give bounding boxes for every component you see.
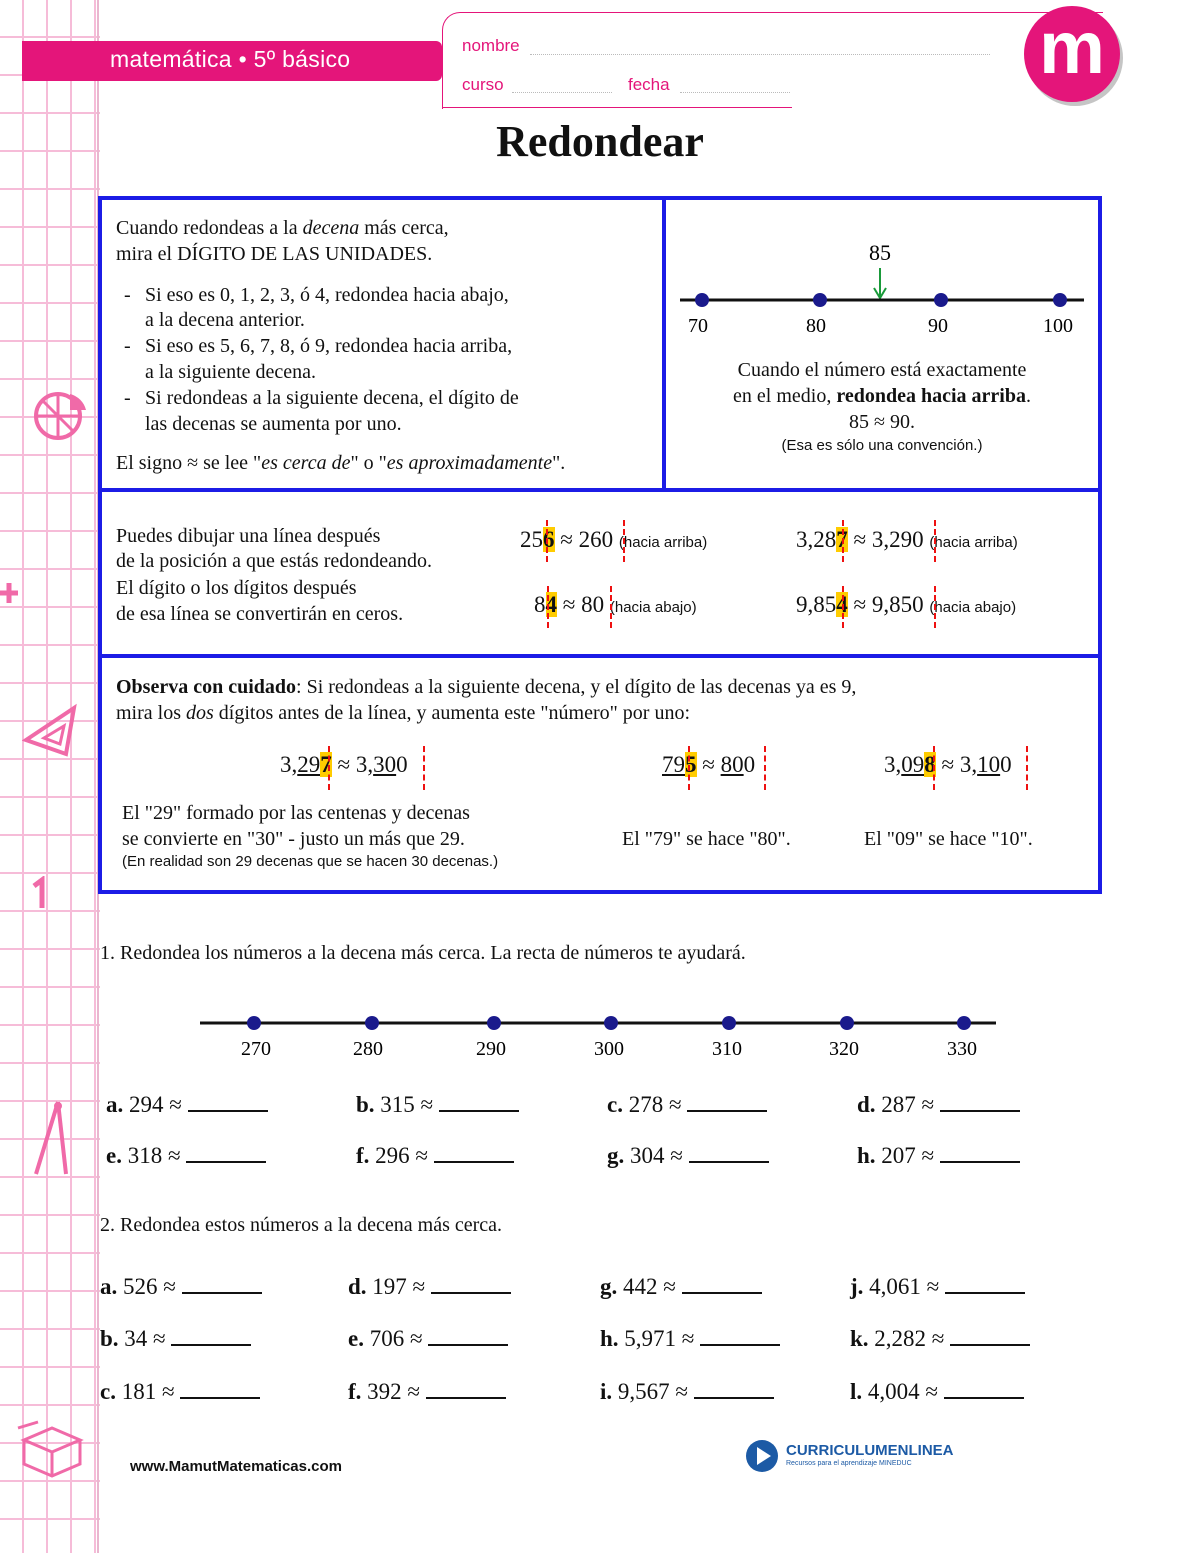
exercise1-item: a. 294 ≈ — [106, 1092, 268, 1118]
exercise1-item: h. 207 ≈ — [857, 1143, 1020, 1169]
answer-blank[interactable] — [186, 1143, 266, 1163]
exercise1-instruction: 1. Redondea los números a la decena más cerca. La recta de números te ayudará. — [100, 942, 746, 964]
exercise2-item: g. 442 ≈ — [600, 1274, 762, 1300]
exercise2-item: i. 9,567 ≈ — [600, 1379, 774, 1405]
cube-net-icon — [16, 1418, 86, 1480]
exercise2-item: b. 34 ≈ — [100, 1326, 251, 1352]
exercise1-item: d. 287 ≈ — [857, 1092, 1020, 1118]
answer-blank[interactable] — [682, 1274, 762, 1294]
plus-icon — [0, 578, 22, 608]
tick-label: 330 — [947, 1038, 977, 1060]
brand-name: CURRICULUMENLINEA — [786, 1442, 954, 1459]
exercise2-item: c. 181 ≈ — [100, 1379, 260, 1405]
student-info-box — [442, 12, 1103, 109]
set-square-icon — [22, 700, 82, 760]
tick-dot — [604, 1016, 618, 1030]
answer-blank[interactable] — [940, 1143, 1020, 1163]
curriculum-en-linea-logo — [746, 1440, 954, 1472]
tick-dot — [247, 1016, 261, 1030]
brand-subtitle: Recursos para el aprendizaje MINEDUC — [786, 1460, 912, 1467]
midpoint-rule-line2: en el medio, redondea hacia arriba. — [733, 385, 1031, 407]
student-info-box-bottom — [442, 107, 792, 108]
bullet3-line1: Si redondeas a la siguiente decena, el dígito de — [145, 387, 519, 409]
cut-line — [546, 520, 548, 562]
bullet3-line2: las decenas se aumenta por uno. — [145, 413, 402, 435]
cut-line — [934, 520, 936, 562]
play-arrow-icon — [746, 1440, 778, 1472]
draw-line-tip-4: de esa línea se convertirán en ceros. — [116, 603, 404, 625]
cut-line — [623, 520, 625, 562]
tick-dot — [695, 293, 709, 307]
subject-grade-label: matemática • 5º básico — [110, 46, 351, 72]
number-one-icon — [28, 876, 54, 912]
bullet-dash: - — [124, 335, 131, 357]
nombre-label: nombre — [462, 36, 520, 55]
mamut-logo: m — [1024, 6, 1120, 102]
example-795: 795 ≈ 800 — [662, 752, 756, 777]
bullet2-line2: a la siguiente decena. — [145, 361, 317, 383]
exercise1-item: e. 318 ≈ — [106, 1143, 266, 1169]
exercise2-item: k. 2,282 ≈ — [850, 1326, 1030, 1352]
exercise2-item: f. 392 ≈ — [348, 1379, 506, 1405]
exercise1-item: g. 304 ≈ — [607, 1143, 769, 1169]
tick-label: 300 — [594, 1038, 624, 1060]
exercise2-item: h. 5,971 ≈ — [600, 1326, 780, 1352]
tick-label: 290 — [476, 1038, 506, 1060]
rule-intro-line1: Cuando redondeas a la decena más cerca, — [116, 217, 449, 239]
cut-line — [688, 746, 690, 790]
tick-dot — [487, 1016, 501, 1030]
cut-line — [933, 746, 935, 790]
answer-blank[interactable] — [689, 1143, 769, 1163]
tick-dot — [1053, 293, 1067, 307]
frame-divider-1 — [98, 488, 1102, 492]
answer-blank[interactable] — [428, 1326, 508, 1346]
explanation-29-note: (En realidad son 29 decenas que se hacen 30 decenas.) — [122, 853, 499, 870]
cut-line — [842, 586, 844, 628]
cut-line — [423, 746, 425, 790]
exercise1-item: b. 315 ≈ — [356, 1092, 519, 1118]
pie-chart-icon — [30, 388, 92, 444]
exercise2-item: j. 4,061 ≈ — [850, 1274, 1025, 1300]
example-9854: 9,854 ≈ 9,850 (hacia abajo) — [796, 592, 1017, 617]
tick-label: 90 — [928, 315, 948, 337]
careful-note-line1: Observa con cuidado: Si redondeas a la siguiente decena, y el dígito de las decenas ya es 9, — [116, 676, 857, 698]
explanation-79: El "79" se hace "80". — [622, 828, 791, 850]
answer-blank[interactable] — [431, 1274, 511, 1294]
midpoint-example: 85 ≈ 90. — [849, 411, 915, 433]
tick-dot — [722, 1016, 736, 1030]
bullet1-line1: Si eso es 0, 1, 2, 3, ó 4, redondea hacia abajo, — [145, 284, 509, 306]
fecha-field[interactable] — [680, 92, 790, 93]
cut-line — [547, 586, 549, 628]
compass-icon — [28, 1098, 78, 1178]
bullet2-line1: Si eso es 5, 6, 7, 8, ó 9, redondea hacia arriba, — [145, 335, 513, 357]
tick-label: 80 — [806, 315, 826, 337]
cut-line — [934, 586, 936, 628]
tick-dot — [934, 293, 948, 307]
exercise1-item: f. 296 ≈ — [356, 1143, 514, 1169]
tick-dot — [957, 1016, 971, 1030]
answer-blank[interactable] — [940, 1092, 1020, 1112]
tick-label: 100 — [1043, 315, 1073, 337]
example-3297: 3,297 ≈ 3,300 — [280, 752, 408, 777]
marker-85-label: 85 — [869, 240, 891, 265]
answer-blank[interactable] — [171, 1326, 251, 1346]
draw-line-tip-1: Puedes dibujar una línea después — [116, 525, 381, 547]
tick-label: 280 — [353, 1038, 383, 1060]
exercise2-item: a. 526 ≈ — [100, 1274, 262, 1300]
number-line-270-330 — [196, 1008, 1002, 1064]
curso-label: curso — [462, 75, 504, 94]
answer-blank[interactable] — [950, 1326, 1030, 1346]
answer-blank[interactable] — [182, 1274, 262, 1294]
number-line-70-100 — [676, 236, 1096, 340]
tick-dot — [840, 1016, 854, 1030]
answer-blank[interactable] — [694, 1379, 774, 1399]
exercise2-item: e. 706 ≈ — [348, 1326, 508, 1352]
draw-line-tip-2: de la posición a que estás redondeando. — [116, 550, 433, 572]
website-link[interactable]: www.MamutMatematicas.com — [130, 1458, 342, 1475]
page-title: Redondear — [496, 117, 704, 166]
cut-line — [1026, 746, 1028, 790]
rule-intro-line2: mira el DÍGITO DE LAS UNIDADES. — [116, 243, 433, 265]
answer-blank[interactable] — [700, 1326, 780, 1346]
explanation-29-line2: se convierte en "30" - justo un más que 29. — [122, 828, 465, 850]
exercise1-item: c. 278 ≈ — [607, 1092, 767, 1118]
notebook-grid-margin — [0, 0, 100, 1553]
cut-line — [328, 746, 330, 790]
tick-label: 270 — [241, 1038, 271, 1060]
answer-blank[interactable] — [180, 1379, 260, 1399]
midpoint-rule-line1: Cuando el número está exactamente — [737, 359, 1027, 381]
bullet1-line2: a la decena anterior. — [145, 309, 305, 331]
cut-line — [610, 586, 612, 628]
exercise2-item: d. 197 ≈ — [348, 1274, 511, 1300]
convention-note: (Esa es sólo una convención.) — [781, 437, 983, 454]
curso-field[interactable] — [512, 92, 612, 93]
explanation-29-line1: El "29" formado por las centenas y decenas — [122, 802, 470, 824]
example-84: 84 ≈ 80 (hacia abajo) — [534, 592, 697, 617]
example-3287: 3,287 ≈ 3,290 (hacia arriba) — [796, 527, 1018, 552]
careful-note-line2: mira los dos dígitos antes de la línea, y aumenta este "número" por uno: — [116, 702, 690, 724]
example-3098: 3,098 ≈ 3,100 — [884, 752, 1012, 777]
answer-blank[interactable] — [188, 1092, 268, 1112]
answer-blank[interactable] — [439, 1092, 519, 1112]
cut-line — [764, 746, 766, 790]
tick-dot — [813, 293, 827, 307]
answer-blank[interactable] — [687, 1092, 767, 1112]
explanation-09: El "09" se hace "10". — [864, 828, 1033, 850]
exercise2-instruction: 2. Redondea estos números a la decena más cerca. — [100, 1214, 503, 1236]
exercise2-item: l. 4,004 ≈ — [850, 1379, 1024, 1405]
cut-line — [842, 520, 844, 562]
answer-blank[interactable] — [434, 1143, 514, 1163]
tick-label: 310 — [712, 1038, 742, 1060]
draw-line-tip-3: El dígito o los dígitos después — [116, 577, 357, 599]
tick-label: 320 — [829, 1038, 859, 1060]
bullet-dash: - — [124, 387, 131, 409]
example-256: 256 ≈ 260 (hacia arriba) — [520, 527, 708, 552]
answer-blank[interactable] — [426, 1379, 506, 1399]
bullet-dash: - — [124, 284, 131, 306]
frame-divider-2 — [98, 654, 1102, 658]
nombre-field[interactable] — [530, 54, 990, 55]
approx-sign-note: El signo ≈ se lee "es cerca de" o "es aproximadamente". — [116, 452, 566, 474]
answer-blank[interactable] — [944, 1379, 1024, 1399]
tick-dot — [365, 1016, 379, 1030]
fecha-label: fecha — [628, 75, 670, 94]
answer-blank[interactable] — [945, 1274, 1025, 1294]
tick-label: 70 — [688, 315, 708, 337]
